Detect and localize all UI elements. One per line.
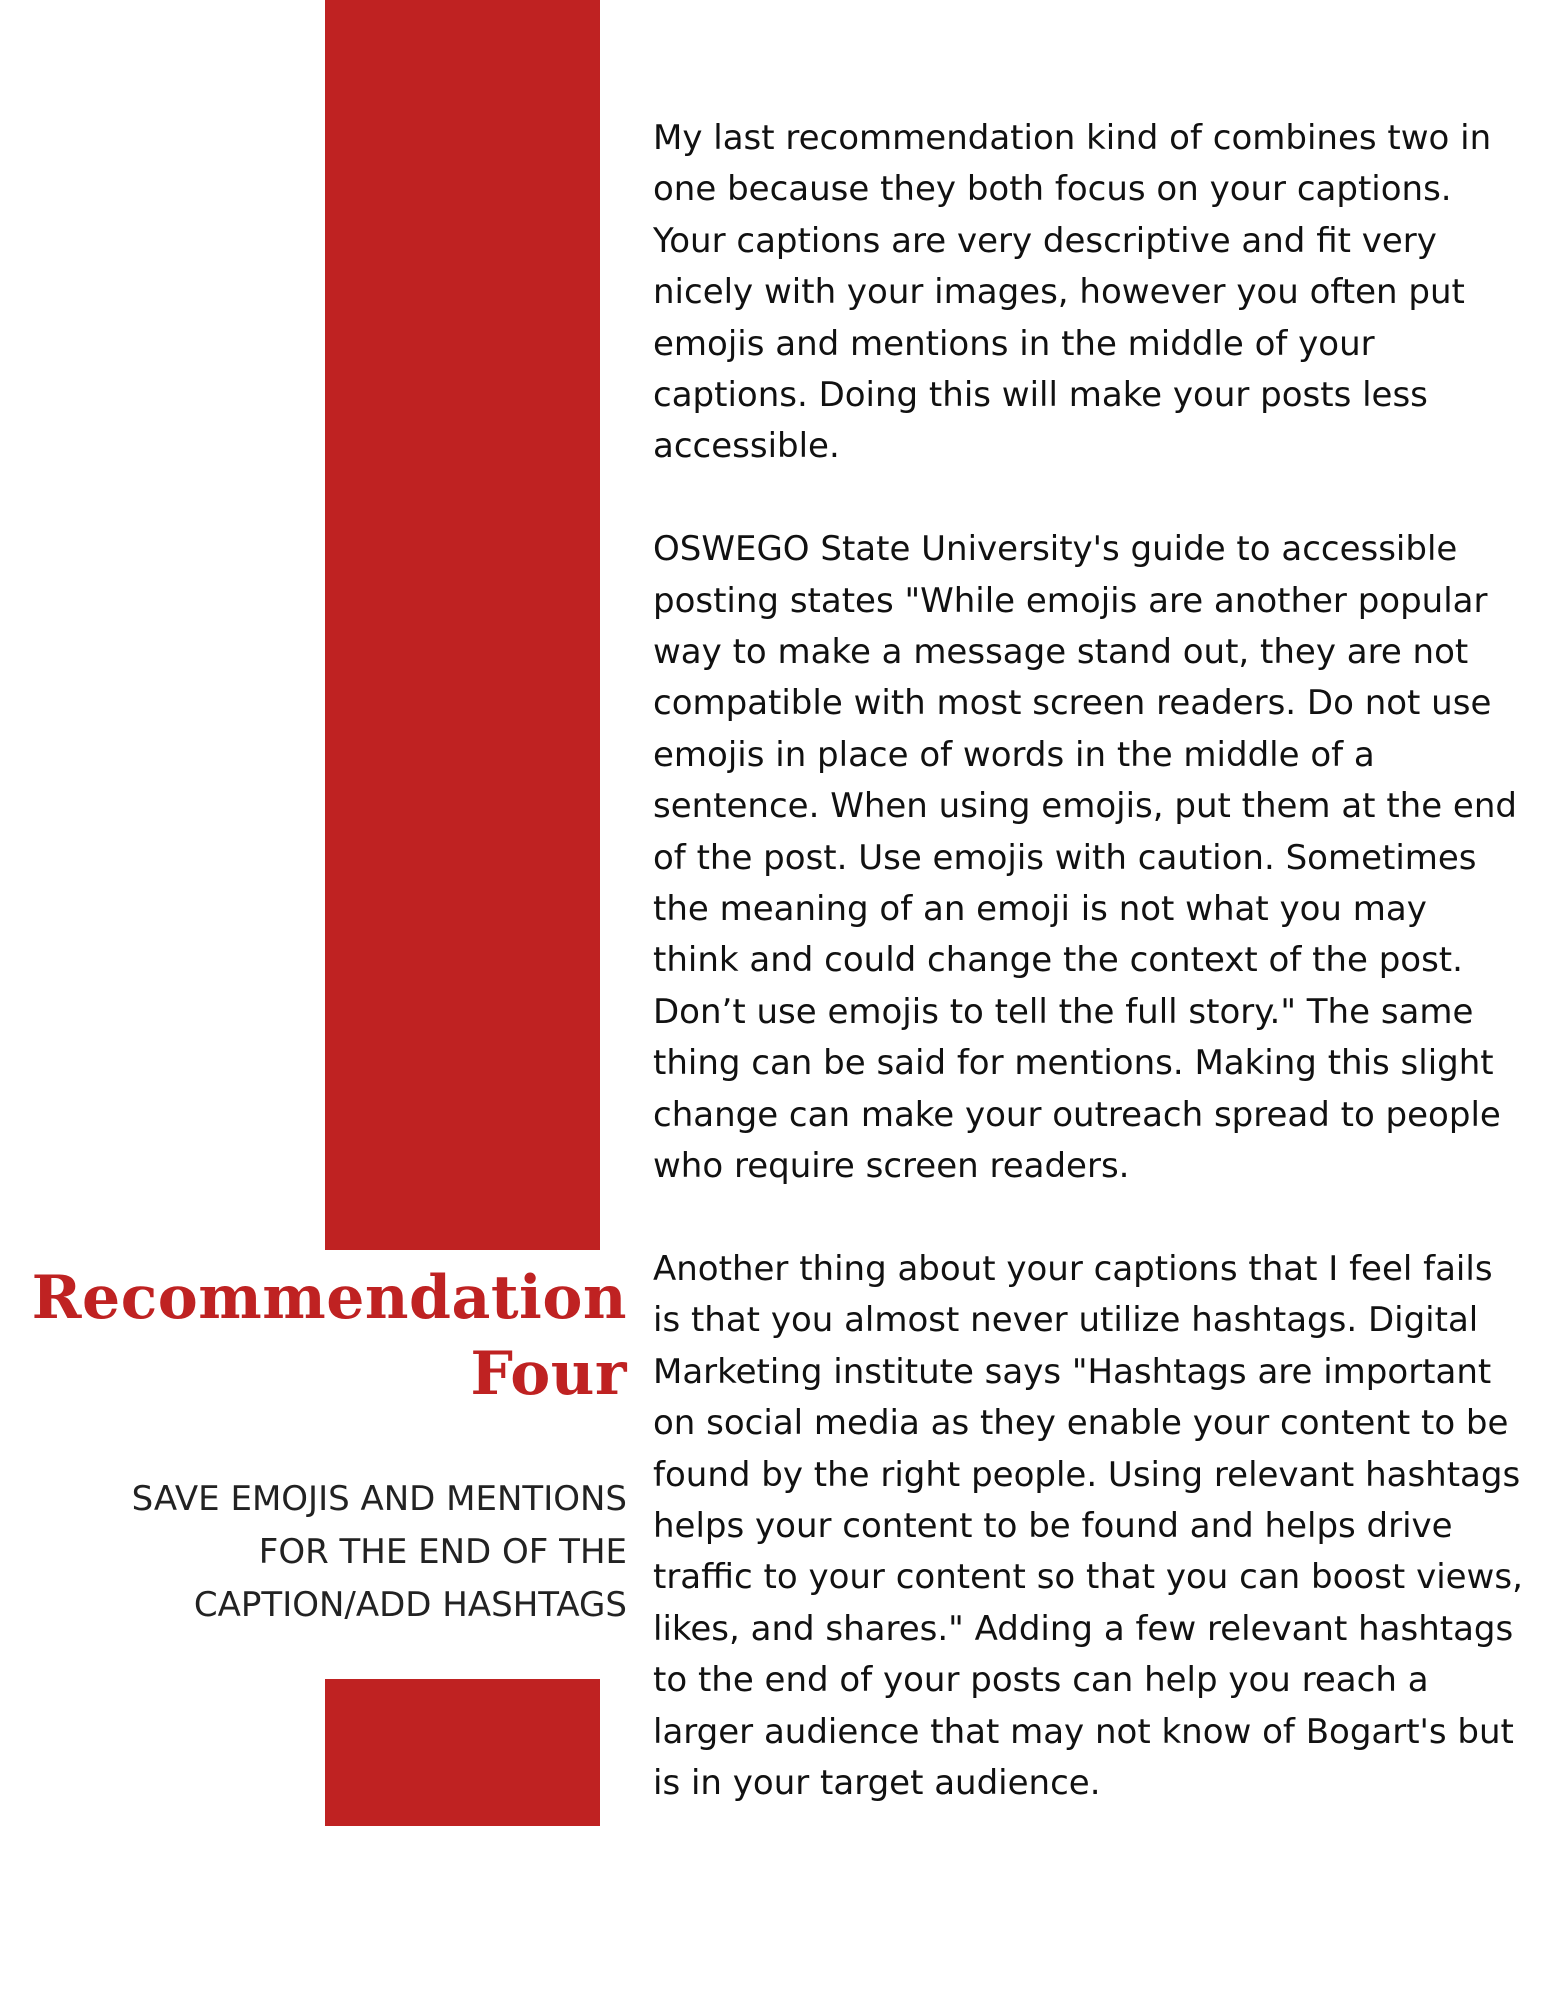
recommendation-heading bbox=[0, 1260, 627, 1412]
recommendation-subtitle: SAVE EMOJIS AND MENTIONS FOR THE END OF THE CAPTION/ADD HASHTAGS bbox=[131, 1479, 627, 1625]
paragraph-hashtags: Another thing about your captions that I feel fails is that you almost never utilize hashtags. Digital Marketing institute says "Hashtags are important on social media as they enable your content to be found by the right people. Using relevant hashtags helps your content to be found and helps drive traffic to your content so that you can boost views, likes, and shares." Adding a few relevant hashtags to the end of your posts can help you reach a larger audience that may not know of Bogart's but is in your target audience. bbox=[653, 1248, 1523, 1803]
heading-line-1: Recommendation bbox=[31, 1263, 627, 1333]
paragraph-oswego-quote: OSWEGO State University's guide to accessible posting states "While emojis are another popular way to make a message stand out, they are not compatible with most screen readers. Do not use emojis in place of words in the middle of a sentence. When using emojis, put them at the end of the post. Use emojis with caution. Sometimes the meaning of an emoji is not what you may think and could change the context of the post. Don’t use emojis to tell the full story." The same thing can be said for mentions. Making this slight change can make your outreach spread to people who require screen readers. bbox=[653, 529, 1517, 1187]
paragraph-emoji-recommendation: My last recommendation kind of combines two in one because they both focus on your captions. Your captions are very descriptive and fit very nicely with your images, however you often put emojis and mentions in the middle of your captions. Doing this will make your posts less accessible. bbox=[653, 118, 1492, 467]
body-text bbox=[653, 113, 1523, 1809]
red-accent-bar-top bbox=[325, 0, 600, 1250]
heading-line-2: Four bbox=[470, 1339, 627, 1409]
red-accent-bar-bottom bbox=[325, 1679, 600, 1826]
